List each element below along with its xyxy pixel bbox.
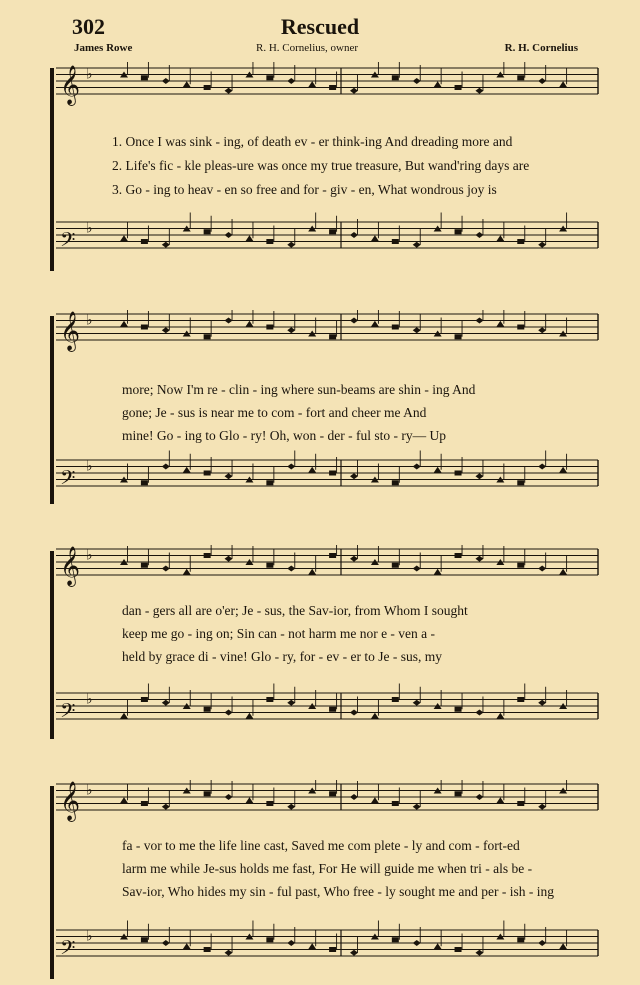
note-head [496,321,504,327]
note-head [287,700,295,706]
note-head [392,937,399,942]
bass-clef-icon: 𝄢 [60,466,76,494]
note-head [538,940,546,946]
note-head [204,791,211,796]
lyric-line-verse-2: 2. Life's fic - kle pleas-ure was once my true treasure, But wand'ring days are [112,158,530,173]
note-head [141,325,148,330]
note-head [350,710,358,716]
system-brace [50,316,54,504]
note-head [245,235,253,241]
note-head [538,804,546,810]
note-head [371,235,379,241]
key-flat-icon: ♭ [86,548,93,564]
note-head [413,78,421,84]
music-system-4 [50,780,600,985]
note-head [538,78,546,84]
note-head [329,229,336,234]
note-head [266,239,273,244]
note-head [413,700,421,706]
note-head [517,480,524,485]
treble-staff [56,545,598,587]
hymn-number: 302 [72,14,105,39]
note-head [517,801,524,806]
note-head [371,797,379,803]
note-head [413,464,421,470]
note-head [475,88,483,94]
note-head [245,713,253,719]
note-head [266,697,273,702]
note-head [120,713,128,719]
note-head [329,947,336,952]
note-head [120,235,128,241]
note-head [475,232,483,238]
note-head [434,81,442,87]
note-head [559,467,567,473]
note-head [559,81,567,87]
note-head [434,569,442,575]
lyric-line-verse-2: larm me while Je-sus holds me fast, For He will guide me when tri - als be - [122,861,533,876]
system-brace [50,68,54,271]
note-head [350,794,358,800]
note-head [204,471,211,476]
note-head [475,318,483,324]
note-head [475,556,483,562]
note-head [162,940,170,946]
note-head [162,78,170,84]
note-head [455,791,462,796]
note-head [308,569,316,575]
note-head [162,242,170,248]
treble-clef-icon: 𝄞 [60,311,81,351]
note-head [455,334,462,339]
note-head [517,325,524,330]
system-brace [50,551,54,739]
note-head [287,804,295,810]
treble-staff [56,310,598,352]
note-head [559,569,567,575]
lyric-line-verse-3: 3. Go - ing to heav - en so free and for - giv - en, What wondrous joy is [112,182,497,197]
note-head [475,950,483,956]
note-head [371,713,379,719]
note-head [204,85,211,90]
note-head [455,553,462,558]
key-flat-icon: ♭ [86,692,93,708]
note-head [308,81,316,87]
note-head [245,321,253,327]
note-head [329,707,336,712]
key-flat-icon: ♭ [86,221,93,237]
note-head [287,940,295,946]
note-head [517,239,524,244]
note-head [162,464,170,470]
note-head [496,235,504,241]
lyric-line-verse-3: held by grace di - vine! Glo - ry, for - ev - er to Je - sus, my [122,649,443,664]
note-head [308,943,316,949]
note-head [350,950,358,956]
system-brace [50,786,54,979]
note-head [287,327,295,333]
bass-staff [56,451,598,495]
note-head [225,794,233,800]
note-head [392,697,399,702]
note-head [141,697,148,702]
composer-credit: R. H. Cornelius [504,42,578,54]
note-head [413,327,421,333]
note-head [455,707,462,712]
note-head [455,947,462,952]
note-head [141,937,148,942]
note-head [517,75,524,80]
note-head [120,321,128,327]
note-head [392,801,399,806]
note-head [204,229,211,234]
lyric-line-verse-2: gone; Je - sus is near me to com - fort and cheer me And [122,405,427,420]
note-head [141,239,148,244]
note-head [141,75,148,80]
note-head [496,797,504,803]
note-head [538,566,546,572]
note-head [413,242,421,248]
note-head [266,937,273,942]
bass-staff [56,213,598,257]
note-head [329,791,336,796]
note-head [475,473,483,479]
note-head [538,464,546,470]
note-head [225,710,233,716]
note-head [225,950,233,956]
note-head [162,700,170,706]
note-head [329,334,336,339]
lyric-line-verse-1: more; Now I'm re - clin - ing where sun-beams are shin - ing And [122,382,476,397]
treble-clef-icon: 𝄞 [60,65,81,105]
note-head [204,707,211,712]
note-head [141,563,148,568]
note-head [141,480,148,485]
lyric-line-verse-1: fa - vor to me the life line cast, Saved me com plete - ly and com - fort-ed [122,838,520,853]
note-head [538,327,546,333]
treble-staff [56,62,598,106]
note-head [392,480,399,485]
lyric-line-verse-1: dan - gers all are o'er; Je - sus, the Sav-ior, from Whom I sought [122,603,468,618]
note-head [162,566,170,572]
music-system-3 [50,545,600,745]
note-head [204,947,211,952]
note-head [225,556,233,562]
note-head [287,78,295,84]
note-head [183,569,191,575]
note-head [350,318,358,324]
note-head [183,943,191,949]
note-head [371,321,379,327]
note-head [434,467,442,473]
note-head [287,464,295,470]
note-head [517,697,524,702]
note-head [455,85,462,90]
bass-clef-icon: 𝄢 [60,699,76,727]
lyric-line-verse-1: 1. Once I was sink - ing, of death ev - er think-ing And dreading more and [112,134,513,149]
note-head [266,563,273,568]
note-head [350,88,358,94]
note-head [204,553,211,558]
note-head [225,473,233,479]
note-head [308,467,316,473]
note-head [475,794,483,800]
key-flat-icon: ♭ [86,313,93,329]
key-flat-icon: ♭ [86,929,93,945]
note-head [434,943,442,949]
bass-clef-icon: 𝄢 [60,228,76,256]
score-staves [50,545,600,745]
note-head [413,804,421,810]
bass-clef-icon: 𝄢 [60,936,76,964]
note-head [329,85,336,90]
note-head [329,471,336,476]
note-head [266,801,273,806]
note-head [496,713,504,719]
bass-staff [56,921,598,965]
note-head [141,801,148,806]
note-head [225,318,233,324]
note-head [287,566,295,572]
note-head [392,239,399,244]
lyricist-credit: James Rowe [74,42,133,54]
music-system-1 [50,62,600,277]
owner-credit: R. H. Cornelius, owner [256,42,359,54]
note-head [538,700,546,706]
note-head [350,473,358,479]
note-head [413,566,421,572]
note-head [266,480,273,485]
note-head [329,553,336,558]
bass-staff [56,684,598,728]
note-head [350,556,358,562]
key-flat-icon: ♭ [86,783,93,799]
note-head [350,232,358,238]
lyric-line-verse-3: mine! Go - ing to Glo - ry! Oh, won - der - ful sto - ry— Up [122,428,446,443]
note-head [392,75,399,80]
note-head [287,242,295,248]
treble-clef-icon: 𝄞 [60,546,81,586]
hymn-title: Rescued [280,14,360,39]
note-head [538,242,546,248]
music-system-2 [50,310,600,510]
key-flat-icon: ♭ [86,459,93,475]
note-head [392,563,399,568]
note-head [413,940,421,946]
note-head [162,327,170,333]
treble-clef-icon: 𝄞 [60,781,81,821]
note-head [225,88,233,94]
treble-staff [56,780,598,822]
note-head [204,334,211,339]
note-head [266,325,273,330]
note-head [475,710,483,716]
note-head [225,232,233,238]
note-head [455,229,462,234]
note-head [245,797,253,803]
note-head [183,81,191,87]
score-staves [50,780,600,985]
lyric-line-verse-2: keep me go - ing on; Sin can - not harm me nor e - ven a - [122,626,436,641]
note-head [455,471,462,476]
key-flat-icon: ♭ [86,67,93,83]
note-head [517,563,524,568]
lyric-line-verse-3: Sav-ior, Who hides my sin - ful past, Who free - ly sought me and per - ish - ing [122,884,555,899]
note-head [120,797,128,803]
note-head [392,325,399,330]
note-head [266,75,273,80]
note-head [517,937,524,942]
note-head [183,467,191,473]
note-head [162,804,170,810]
note-head [559,943,567,949]
